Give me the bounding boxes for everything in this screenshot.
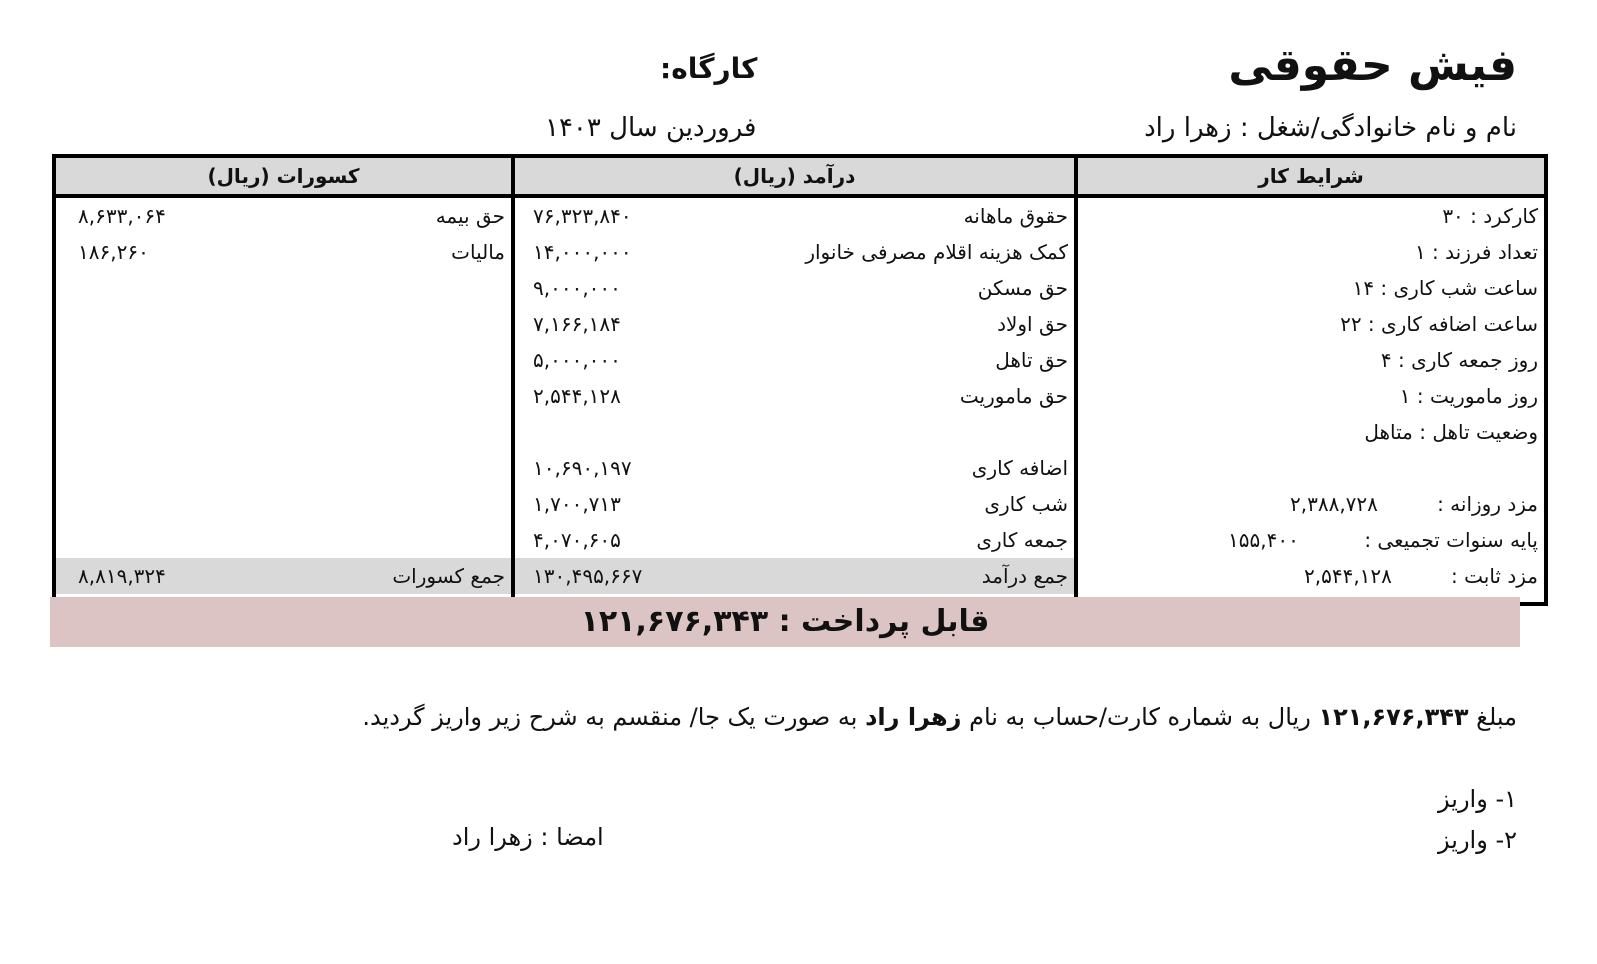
fixed-wage-row — [1078, 558, 1544, 594]
income-label: حقوق ماهانه — [963, 204, 1068, 228]
statement-text: به صورت یک جا/ منقسم به شرح زیر واریز گردید. — [362, 703, 858, 731]
income-value: ۱۴,۰۰۰,۰۰۰ — [533, 240, 632, 264]
income-row — [515, 198, 1074, 234]
income-value: ۴,۰۷۰,۶۰۵ — [533, 528, 621, 552]
seniority-base-value: ۱۵۵,۴۰۰ — [1228, 528, 1299, 552]
deposit-line-2: ۲- واریز — [1438, 826, 1517, 854]
page-title: فیش حقوقی — [1228, 40, 1517, 91]
condition-text: روز جمعه کاری : ۴ — [1380, 348, 1538, 372]
income-label: کمک هزینه اقلام مصرفی خانوار — [805, 240, 1068, 264]
statement-amount: ۱۲۱,۶۷۶,۳۴۳ — [1318, 703, 1469, 731]
seniority-base-label: پایه سنوات تجمیعی : — [1364, 528, 1538, 552]
income-row — [515, 234, 1074, 270]
condition-text: تعداد فرزند : ۱ — [1414, 240, 1538, 264]
seniority-base-row — [1078, 522, 1544, 558]
income-row — [515, 378, 1074, 414]
condition-row — [1078, 270, 1544, 306]
conditions-column — [1078, 158, 1544, 602]
statement-name: زهرا راد — [865, 703, 962, 731]
income-label: حق تاهل — [995, 348, 1068, 372]
income-label: حق اولاد — [997, 312, 1068, 336]
condition-text: ساعت اضافه کاری : ۲۲ — [1340, 312, 1538, 336]
daily-wage-value: ۲,۳۸۸,۷۲۸ — [1290, 492, 1378, 516]
income-row — [515, 306, 1074, 342]
employee-line: نام و نام خانوادگی/شغل : زهرا راد — [1144, 113, 1517, 143]
deductions-header: کسورات (ریال) — [56, 158, 511, 198]
signature-line: امضا : زهرا راد — [452, 823, 604, 851]
condition-text: روز ماموریت : ۱ — [1399, 384, 1538, 408]
workshop-label: کارگاه: — [660, 52, 758, 85]
income-label: شب کاری — [984, 492, 1068, 516]
income-label: جمعه کاری — [976, 528, 1068, 552]
condition-row — [1078, 198, 1544, 234]
fixed-wage-value: ۲,۵۴۴,۱۲۸ — [1304, 564, 1392, 588]
condition-row — [1078, 378, 1544, 414]
daily-wage-row — [1078, 486, 1544, 522]
income-row — [515, 270, 1074, 306]
income-total-value: ۱۳۰,۴۹۵,۶۶۷ — [533, 564, 643, 588]
income-label: اضافه کاری — [971, 456, 1068, 480]
deduction-value: ۱۸۶,۲۶۰ — [78, 240, 149, 264]
condition-row — [1078, 234, 1544, 270]
deductions-column — [56, 158, 515, 602]
income-row — [515, 486, 1074, 522]
condition-row — [1078, 306, 1544, 342]
deduction-row — [56, 198, 511, 234]
income-total-row — [515, 558, 1074, 594]
fixed-wage-label: مزد ثابت : — [1451, 564, 1538, 588]
deduction-label: حق بیمه — [435, 204, 505, 228]
deductions-total-label: جمع کسورات — [392, 564, 505, 588]
payslip-table — [52, 154, 1548, 606]
deductions-total-value: ۸,۸۱۹,۳۲۴ — [78, 564, 166, 588]
net-payable: قابل پرداخت : ۱۲۱,۶۷۶,۳۴۳ — [50, 597, 1520, 647]
deduction-row — [56, 234, 511, 270]
income-value: ۱,۷۰۰,۷۱۳ — [533, 492, 621, 516]
income-value: ۱۰,۶۹۰,۱۹۷ — [533, 456, 632, 480]
payment-statement — [362, 703, 1517, 731]
income-total-label: جمع درآمد — [981, 564, 1068, 588]
daily-wage-label: مزد روزانه : — [1437, 492, 1538, 516]
income-value: ۷,۱۶۶,۱۸۴ — [533, 312, 621, 336]
statement-text: ریال به شماره کارت/حساب به نام — [969, 703, 1311, 731]
income-column — [515, 158, 1078, 602]
income-label: حق ماموریت — [959, 384, 1068, 408]
condition-text: کارکرد : ۳۰ — [1442, 204, 1538, 228]
deduction-label: مالیات — [451, 240, 505, 264]
income-header: درآمد (ریال) — [515, 158, 1074, 198]
deductions-total-row — [56, 558, 511, 594]
income-value: ۵,۰۰۰,۰۰۰ — [533, 348, 621, 372]
deposit-line-1: ۱- واریز — [1438, 785, 1517, 813]
conditions-header: شرایط کار — [1078, 158, 1544, 198]
income-value: ۷۶,۳۲۳,۸۴۰ — [533, 204, 632, 228]
deduction-value: ۸,۶۳۳,۰۶۴ — [78, 204, 166, 228]
condition-text: ساعت شب کاری : ۱۴ — [1352, 276, 1538, 300]
condition-row — [1078, 414, 1544, 450]
condition-row — [1078, 342, 1544, 378]
income-row — [515, 522, 1074, 558]
income-value: ۲,۵۴۴,۱۲۸ — [533, 384, 621, 408]
statement-text: مبلغ — [1476, 703, 1517, 731]
condition-text: وضعیت تاهل : متاهل — [1364, 420, 1538, 444]
income-row — [515, 342, 1074, 378]
income-label: حق مسکن — [977, 276, 1068, 300]
income-row — [515, 450, 1074, 486]
period-label: فروردین سال ۱۴۰۳ — [545, 113, 757, 143]
income-value: ۹,۰۰۰,۰۰۰ — [533, 276, 621, 300]
